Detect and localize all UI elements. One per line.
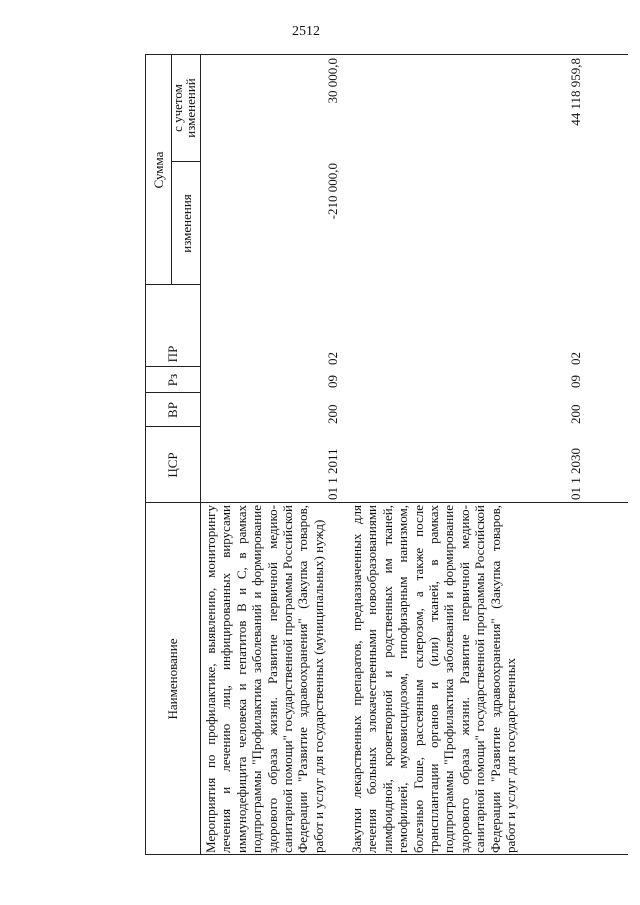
row2-csr: 01 1 2030 — [568, 448, 583, 500]
header-name: Наименование — [165, 638, 180, 720]
row1-name: Мероприятия по профилактике, выявлению, мониторингу лечения и лечению лиц, инфицированных вирусами иммунодефицита человека и гепатитов В и С, в рамках подпрограммы "Профилактика заболеваний и формирование здорового образа жизни. Развитие первичной медико-санитарной помощи" государственной программы Российской Федерации "Развитие здравоохранения" (Закупка товаров, работ и услуг для государственных (муниципальных) нужд) — [203, 505, 326, 853]
row1-csr: 01 1 2011 — [325, 448, 340, 500]
row2-name: Закупки лекарственных препаратов, предназначенных для лечения больных злокачественными новообразованиями лимфоидной, кроветворной и родственных им тканей, гемофилией, муковисцидозом, гипофизарным нанизмом, болезнью Гоше, рассеянным склерозом, а также после трансплантации органов и (или) тканей, в рамках подпрограммы "Профилактика заболеваний и формирование здорового образа жизни. Развитие первичной медико-санитарной помощи" государственной программы Российской Федерации "Развитие здравоохранения" (Закупка товаров, работ и услуг для государственных — [349, 505, 519, 853]
col-divider-name — [145, 502, 628, 503]
row2-vr: 200 — [568, 404, 583, 424]
row1-pr: 02 — [325, 352, 340, 365]
header-sum: Сумма — [151, 151, 166, 189]
row1-vr: 200 — [325, 404, 340, 424]
header-with-changes: с учетом изменений — [170, 78, 198, 138]
row1-rz: 09 — [325, 375, 340, 388]
header-changes: изменения — [179, 194, 194, 253]
header-rz: Рз — [165, 373, 180, 387]
table-left-border — [145, 854, 628, 855]
row2-total: 44 118 959,8 — [568, 58, 583, 126]
rotated-table — [145, 55, 628, 855]
row1-total: 30 000,0 — [325, 58, 340, 104]
header-pr: ПР — [165, 345, 180, 363]
header-vr: ВР — [165, 402, 180, 418]
header-csr: ЦСР — [165, 452, 180, 478]
header-bottom-border — [200, 55, 201, 855]
table-top-border — [145, 55, 146, 855]
page-number: 2512 — [292, 24, 320, 39]
table-right-border — [145, 54, 628, 55]
row1-change: -210 000,0 — [325, 163, 340, 220]
row2-pr: 02 — [568, 352, 583, 365]
row2-rz: 09 — [568, 375, 583, 388]
